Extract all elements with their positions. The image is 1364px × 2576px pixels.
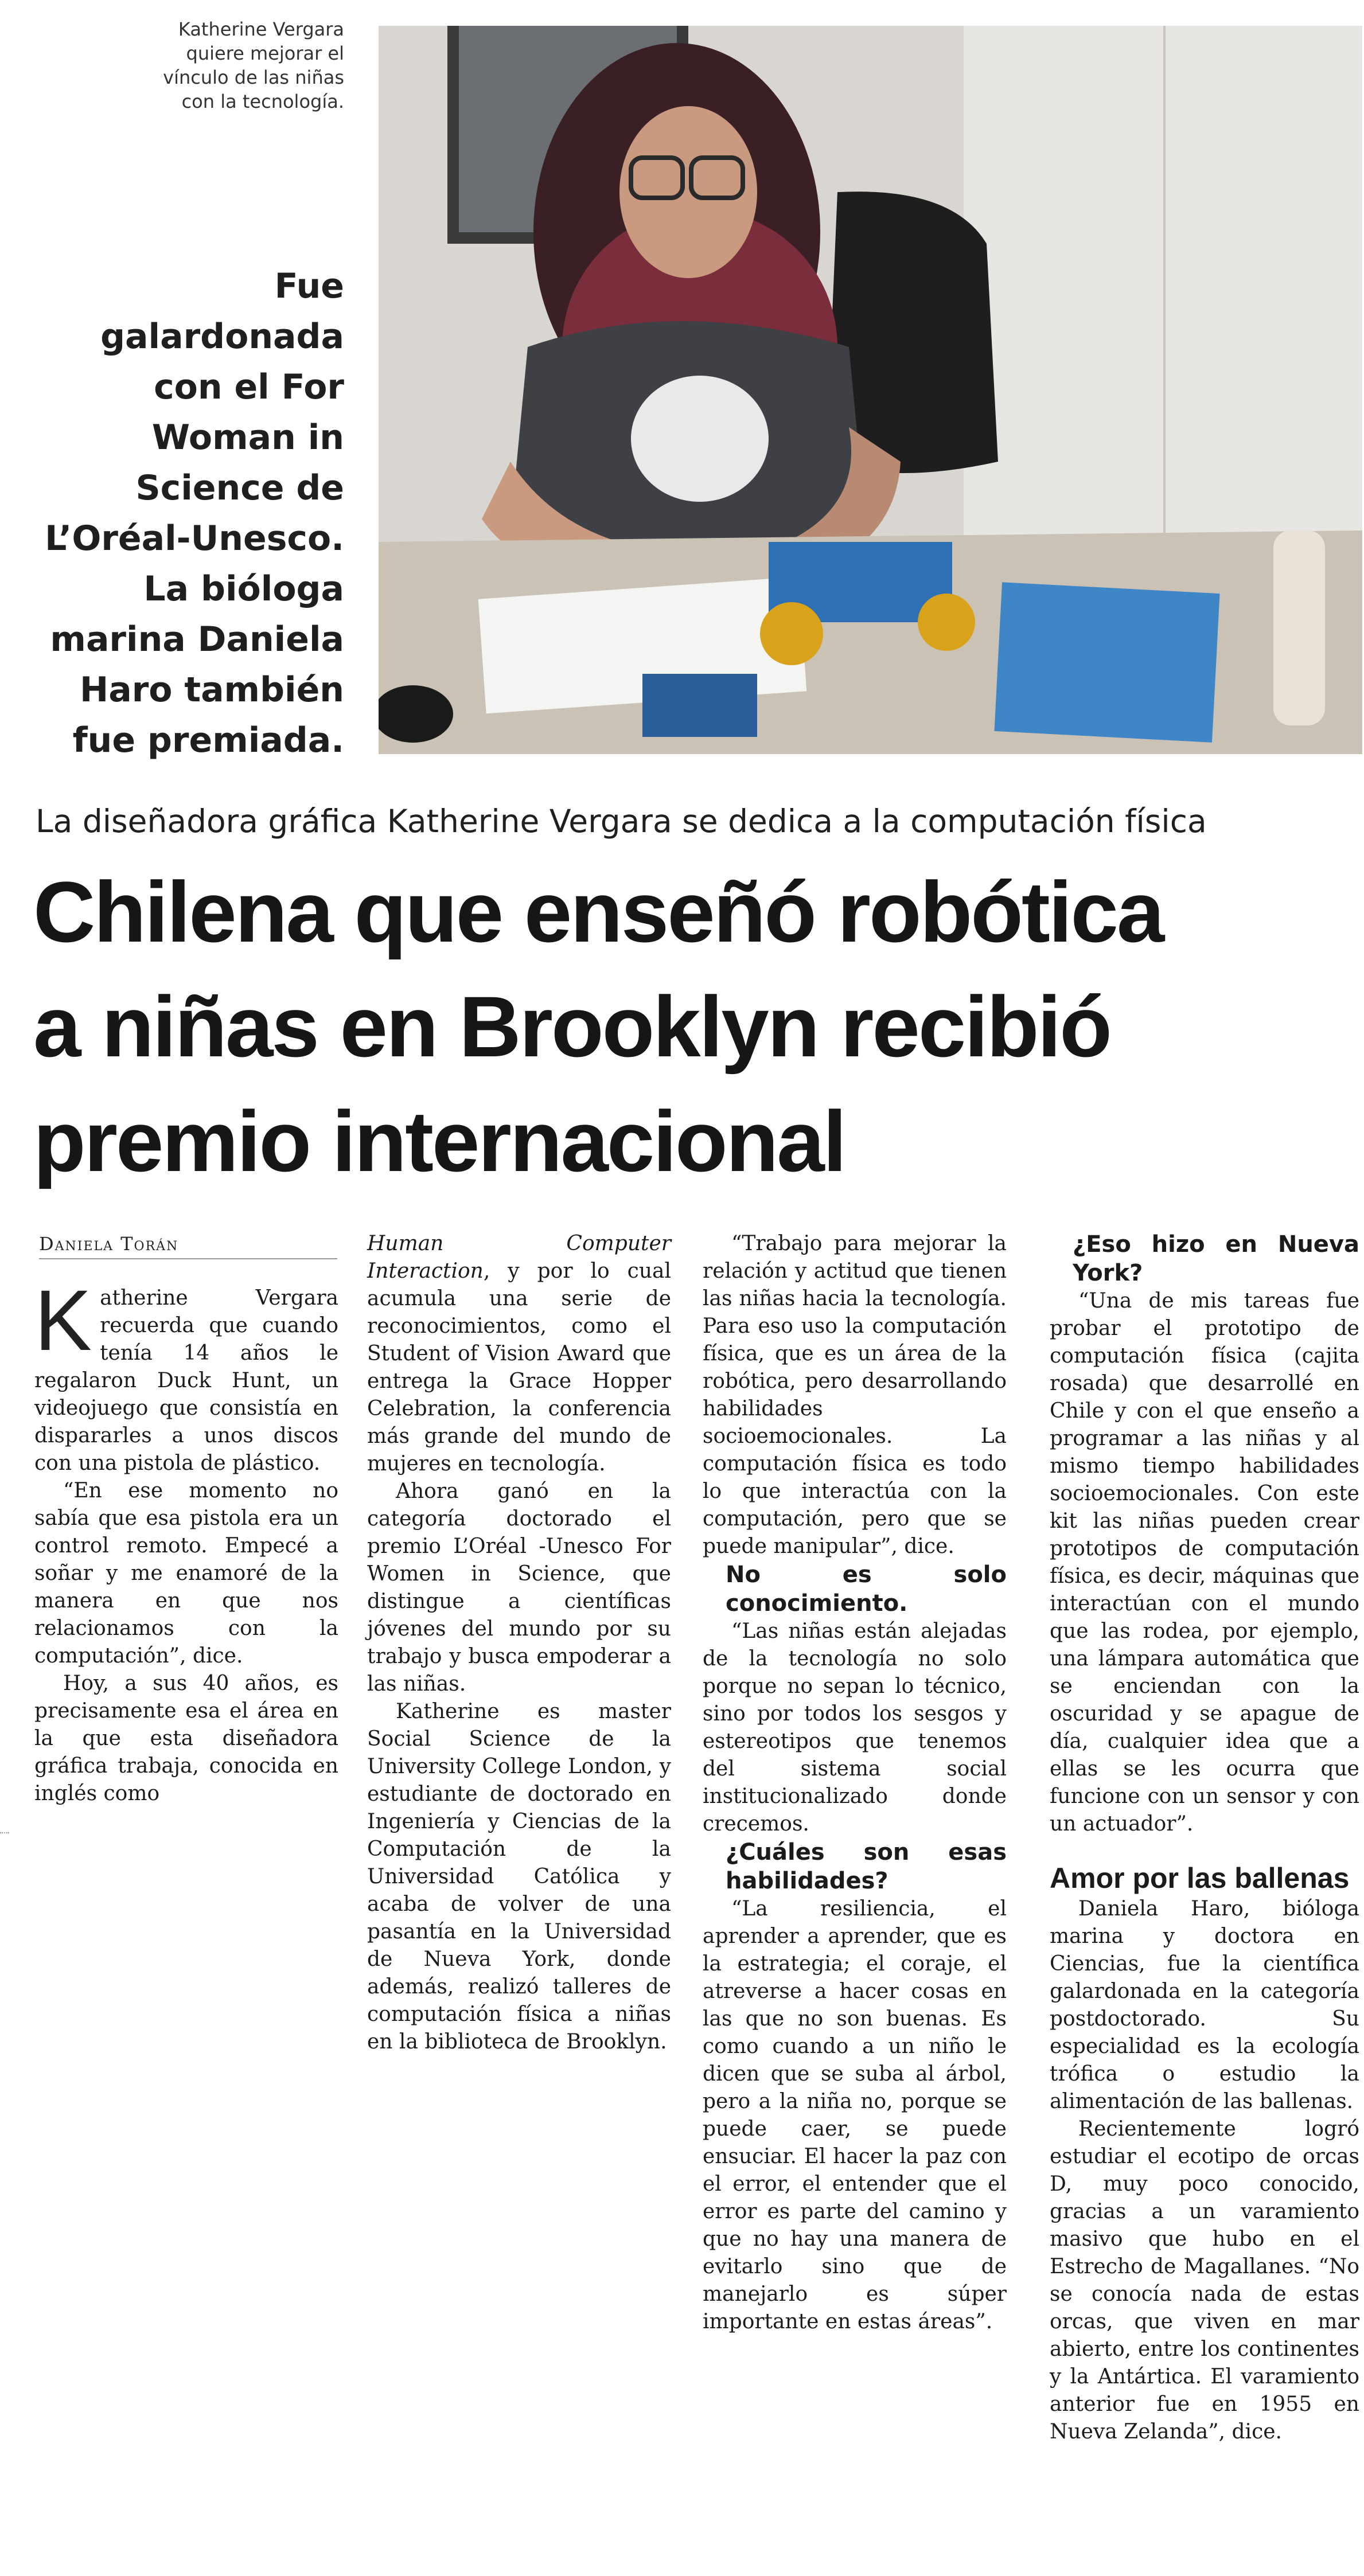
paragraph: Recientemente logró estudiar el ecotipo de orcas D, muy poco conocido, gracias a un varamiento masivo que hubo en el Estrecho de Magallanes. “No se conocía nada de estas orcas, que viven en mar abierto, entre los continentes y la Antártica. El varamiento anterior fue en 1955 en Nueva Zelanda”, dice.	[1050, 2117, 1359, 2444]
paragraph: Hoy, a sus 40 años, es precisamente esa el área en la que esta diseñadora gráfica trabaja, conocida en inglés como	[34, 1672, 338, 1805]
paragraph: Ahora ganó en la categoría doctorado el premio L’Oréal -Unesco For Women in Science, que distingue a científicas jóvenes del mundo por su trabajo y busca empoderar a las niñas.	[367, 1480, 671, 1696]
pull-quote: Fue galardonada con el For Woman in Science de L’Oréal-Unesco. La bióloga marina Daniela Haro también fue premiada.	[45, 266, 344, 760]
kicker: La diseñadora gráfica Katherine Vergara se dedica a la computación física	[36, 803, 1207, 840]
paragraph: “Trabajo para mejorar la relación y actitud que tienen las niñas hacia la tecnología. Para eso uso la computación física, que es un área de la robótica, pero desarrollando habilidades socioemocionales. La computación física es todo lo que interactúa con la computación, pero que se puede manipular”, dice.	[703, 1232, 1007, 1558]
question-heading: No es solo conocimiento.	[726, 1562, 1007, 1617]
paragraph: “La resiliencia, el aprender a aprender, que es la estrategia; el coraje, el atreverse a hacer cosas en las que no son buenas. Es como cuando a un niño le dicen que se suba al árbol, pero a la niña no, porque se puede caer, se puede ensuciar. El hacer la paz con el error, el entender que el error es parte del camino y que no hay una manera de evitarlo sino que de manejarlo es súper importante en estas áreas”.	[703, 1897, 1007, 2333]
paragraph: “Una de mis tareas fue probar el prototipo de computación física (cajita rosada) que desarrollé en Chile y con el que enseño a programar a las niñas y al mismo tiempo habilidades socioemocionales. Con este kit las niñas pueden crear prototipos de computación física, es decir, máquinas que interactúan con el mundo que las rodea, por ejemplo, una lámpara automática que se enciendan con la oscuridad y se apague de día, cualquier idea que a ellas se les ocurra que funcione con un sensor y con un actuador”.	[1050, 1289, 1359, 1836]
article-photo	[379, 26, 1362, 754]
photo-caption: Katherine Vergara quiere mejorar el vínculo de las niñas con la tecnología.	[163, 18, 344, 112]
paragraph: Human Computer Interaction, y por lo cual acumula una serie de reconocimientos, como el Student of Vision Award que entrega la Grace Hopper Celebration, la conferencia más grande del mundo de mujeres en tecnología.	[367, 1232, 671, 1476]
article-column-1	[34, 1272, 338, 1808]
section-subhead: Amor por las ballenas	[1050, 1862, 1350, 1894]
headline-line-3: premio internacional	[33, 1093, 845, 1189]
article-column-2	[367, 1230, 671, 2056]
margin-mark	[0, 1832, 9, 1838]
question-heading: ¿Cuáles son esas habilidades?	[726, 1839, 1007, 1894]
article-column-4	[1050, 1230, 1359, 2446]
headline	[33, 854, 1353, 1199]
paragraph: Katherine es master Social Science de la University College London, y estudiante de doctorado en Ingeniería y Ciencias de la Computación de la Universidad Católica y acaba de volver de una pasantía en la Universidad de Nueva York, donde además, realizó talleres de computación física a niñas en la biblioteca de Brooklyn.	[367, 1700, 671, 2054]
paragraph: Daniela Haro, bióloga marina y doctora en Ciencias, fue la científica galardonada en la categoría postdoctorado. Su especialidad es la ecología trófica o estudio la alimentación de las ballenas.	[1050, 1897, 1359, 2113]
article-column-3	[703, 1230, 1007, 2336]
paragraph: “Las niñas están alejadas de la tecnología no solo porque no sepan lo técnico, sino por todos los sesgos y estereotipos que tenemos del sistema social institucionalizado donde crecemos.	[703, 1619, 1007, 1836]
question-heading: ¿Eso hizo en Nueva York?	[1073, 1231, 1359, 1286]
drop-cap: K	[34, 1272, 92, 1368]
headline-line-2: a niñas en Brooklyn recibió	[33, 978, 1110, 1075]
headline-line-1: Chilena que enseñó robótica	[33, 864, 1163, 960]
paragraph: Katherine Vergara recuerda que cuando tenía 14 años le regalaron Duck Hunt, un videojuego que consistía en dispararles a unos discos con una pistola de plástico.	[34, 1272, 338, 1475]
byline: Daniela Torán	[39, 1233, 337, 1259]
paragraph: “En ese momento no sabía que esa pistola era un control remoto. Empecé a soñar y me enamoré de la manera en que nos relacionamos con la computación”, dice.	[34, 1479, 338, 1668]
emphasis: Human Computer Interaction	[367, 1232, 671, 1283]
